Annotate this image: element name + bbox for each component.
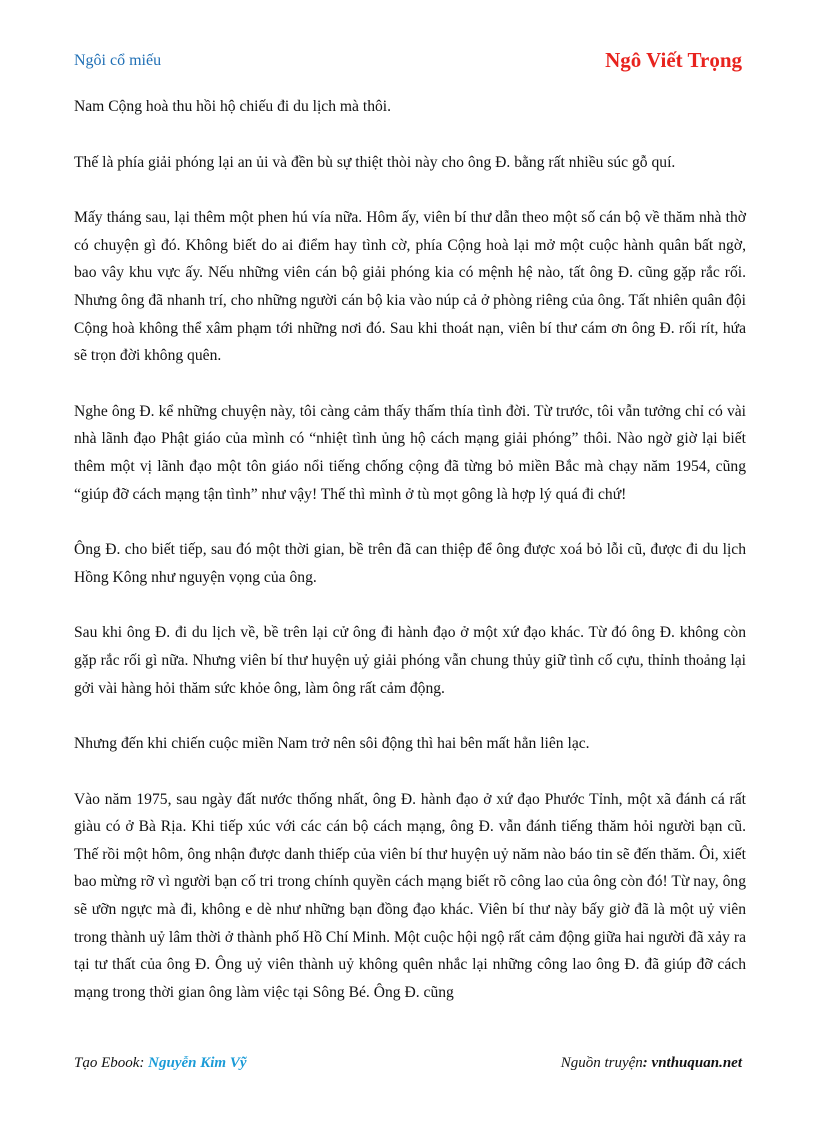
paragraph: Thế là phía giải phóng lại an ủi và đền bù sự thiệt thòi này cho ông Đ. bằng rất nhiều súc gỗ quí. xyxy=(74,153,676,171)
book-title: Ngôi cổ miếu xyxy=(74,52,162,69)
page-body xyxy=(74,93,746,1034)
paragraph: Nhưng đến khi chiến cuộc miền Nam trở nên sôi động thì hai bên mất hẳn liên lạc. xyxy=(74,735,590,753)
source-credit xyxy=(561,1055,742,1072)
ebook-creator-link[interactable]: Nguyễn Kim Vỹ xyxy=(148,1055,247,1071)
paragraph: Nam Cộng hoà thu hồi hộ chiếu đi du lịch mà thôi. xyxy=(74,98,392,115)
paragraph: Sau khi ông Đ. đi du lịch về, bề trên lại cử ông đi hành đạo ở một xứ đạo khác. Từ đó ông Đ. không còn gặp rắc rối gì nữa. Nhưng viên bí thư huyện uỷ giải phóng vẫn chung thủy giữ tình cố cựu, thỉnh thoảng lại gởi vài hàng hỏi thăm sức khỏe ông, làm ông rất cảm động. xyxy=(74,624,746,697)
source-site-link[interactable]: vnthuquan.net xyxy=(651,1055,742,1071)
source-colon: : xyxy=(642,1055,648,1071)
author-name: Ngô Viết Trọng xyxy=(605,48,742,72)
source-label: Nguồn truyện xyxy=(560,1055,643,1071)
ebook-credit xyxy=(74,1055,247,1072)
paragraph: Ông Đ. cho biết tiếp, sau đó một thời gian, bề trên đã can thiệp để ông được xoá bỏ lỗi cũ, được đi du lịch Hồng Kông như nguyện vọng của ông. xyxy=(74,541,746,586)
page-header xyxy=(74,48,742,78)
ebook-label: Tạo Ebook xyxy=(74,1055,140,1071)
paragraph: Mấy tháng sau, lại thêm một phen hú vía nữa. Hôm ấy, viên bí thư dẫn theo một số cán bộ về thăm nhà thờ có chuyện gì đó. Không biết do ai điểm hay tình cờ, phía Cộng hoà lại mở một cuộc hành quân bất ngờ, bao vây khu vực ấy. Nếu những viên cán bộ giải phóng kia có mệnh hệ nào, tất ông Đ. cũng gặp rắc rối. Nhưng ông đã nhanh trí, cho những người cán bộ kia vào núp cả ở phòng riêng của ông. Tất nhiên quân đội Cộng hoà không thể xâm phạm tới những nơi đó. Sau khi thoát nạn, viên bí thư cám ơn ông Đ. rối rít, hứa sẽ trọn đời không quên. xyxy=(74,209,746,365)
paragraph: Nghe ông Đ. kể những chuyện này, tôi càng cảm thấy thấm thía tình đời. Từ trước, tôi vẫn tưởng chỉ có vài nhà lãnh đạo Phật giáo của mình có “nhiệt tình ủng hộ cách mạng giải phóng” thôi. Nào ngờ giờ lại biết thêm một vị lãnh đạo một tôn giáo nổi tiếng chống cộng đã từng bỏ miền Bắc mà chạy năm 1954, cũng “giúp đỡ cách mạng tận tình” như vậy! Thế thì mình ở tù mọt gông là hợp lý quá đi chứ! xyxy=(74,402,746,503)
paragraph: Vào năm 1975, sau ngày đất nước thống nhất, ông Đ. hành đạo ở xứ đạo Phước Tỉnh, một xã đánh cá rất giàu có ở Bà Rịa. Khi tiếp xúc với các cán bộ cách mạng, ông Đ. vẫn đánh tiếng thăm hỏi người bạn cũ. Thế rồi một hôm, ông nhận được danh thiếp của viên bí thư huyện uỷ năm nào báo tin sẽ đến thăm. Ôi, xiết bao mừng rỡ vì người bạn cố tri trong chính quyền cách mạng biết rõ công lao của ông còn đó! Từ nay, ông sẽ ưỡn ngực mà đi, không e dè như những bạn đồng đạo khác. Viên bí thư này bấy giờ đã là một uỷ viên trong thành uỷ lâm thời ở thành phố Hồ Chí Minh. Một cuộc hội ngộ rất cảm động giữa hai người đã xảy ra tại tư thất của ông Đ. Ông uỷ viên thành uỷ không quên nhắc lại những công lao ông Đ. đã giúp đỡ cách mạng trong thời gian ông làm việc tại Sông Bé. Ông Đ. cũng xyxy=(74,790,746,1001)
ebook-colon: : xyxy=(139,1055,145,1071)
page-footer xyxy=(74,1055,742,1077)
